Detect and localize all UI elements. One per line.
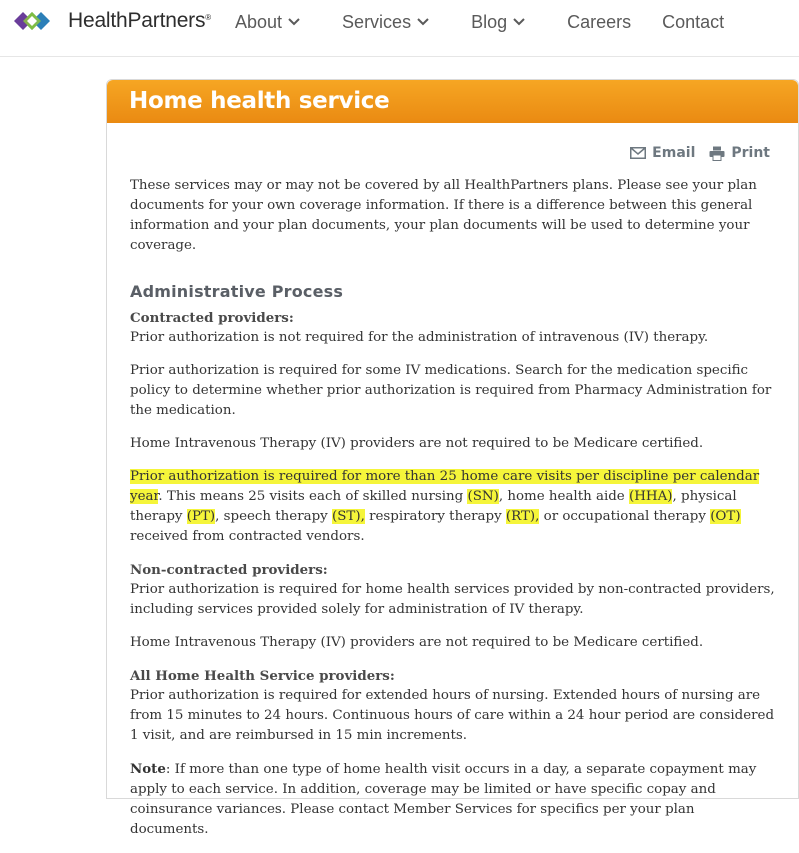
content-card bbox=[106, 79, 799, 837]
contracted-p3: Home Intravenous Therapy (IV) providers are not required to be Medicare certified. bbox=[130, 436, 704, 451]
non-contracted-p1: Prior authorization is required for home health services provided by non-contracted providers, including services provided solely for administration of IV therapy. bbox=[130, 582, 775, 617]
all-providers-p1: Prior authorization is required for extended hours of nursing. Extended hours of nursing are from 15 minutes to 24 hours. Continuous hours of care within a 24 hour period are considered 1 visit, and are reimbursed in 15 min increments. bbox=[130, 688, 775, 743]
chevron-down-icon bbox=[513, 18, 525, 26]
intro-paragraph: These services may or may not be covered by all HealthPartners plans. Please see your plan documents for your own coverage information. If there is a difference between this general information and your plan documents, your plan documents will be used to determine your coverage. bbox=[130, 178, 757, 253]
contracted-providers-block bbox=[130, 308, 776, 547]
site-header bbox=[0, 0, 799, 44]
article-body bbox=[130, 176, 776, 853]
non-contracted-providers-block bbox=[130, 560, 776, 653]
contracted-p2: Prior authorization is required for some IV medications. Search for the medication specific policy to determine whether prior authorization is required from Pharmacy Administration for the medication. bbox=[130, 363, 772, 418]
healthpartners-logo[interactable] bbox=[10, 3, 211, 39]
all-providers-block bbox=[130, 666, 776, 746]
logo-diamonds-icon bbox=[10, 4, 62, 38]
nav-careers[interactable]: Careers bbox=[567, 11, 632, 32]
all-providers-heading: All Home Health Service providers: bbox=[130, 668, 395, 684]
chevron-down-icon bbox=[288, 18, 300, 26]
printer-icon bbox=[709, 146, 725, 161]
non-contracted-p2: Home Intravenous Therapy (IV) providers are not required to be Medicare certified. bbox=[130, 635, 704, 650]
header-divider bbox=[0, 56, 799, 57]
section-title: Administrative Process bbox=[130, 282, 344, 301]
highlighted-abbrev: (PT) bbox=[186, 509, 216, 524]
note-label: Note bbox=[130, 761, 166, 777]
highlighted-abbrev: (ST), bbox=[332, 509, 365, 524]
contracted-p1: Prior authorization is not required for the administration of intravenous (IV) therapy. bbox=[130, 330, 709, 345]
nav-blog[interactable]: Blog bbox=[471, 12, 525, 33]
envelope-icon bbox=[630, 147, 646, 159]
page-title: Home health service bbox=[129, 88, 390, 114]
highlighted-abbrev: (SN) bbox=[467, 489, 499, 504]
nav-services[interactable]: Services bbox=[342, 12, 429, 33]
non-contracted-heading: Non-contracted providers: bbox=[130, 562, 328, 578]
chevron-down-icon bbox=[417, 18, 429, 26]
main-nav bbox=[235, 0, 755, 44]
highlighted-abbrev: (OT) bbox=[710, 509, 741, 524]
highlighted-text: Prior authorization is required for more than 25 home care visits per discipline per calendar year bbox=[130, 469, 760, 504]
email-link[interactable]: Email bbox=[630, 145, 695, 161]
highlighted-abbrev: (HHA) bbox=[629, 489, 673, 504]
highlighted-abbrev: (RT), bbox=[505, 509, 540, 524]
note-paragraph: Note: If more than one type of home health visit occurs in a day, a separate copayment may apply to each service. In addition, coverage may be limited or have specific copay and coinsurance variances. Please contact Member Services for specifics per your plan documents. bbox=[130, 761, 757, 837]
page-tools bbox=[630, 145, 770, 161]
nav-contact[interactable]: Contact bbox=[662, 11, 725, 32]
contracted-p4: Prior authorization is required for more than 25 home care visits per discipline per calendar year. This means 25 visits each of skilled nursing (SN), home health aide (HHA), physical therapy (PT), speech therapy (ST), respiratory therapy (RT), or occupational therapy (OT) received from contracted vendors. bbox=[130, 469, 760, 544]
card-header bbox=[107, 80, 798, 123]
nav-about[interactable]: About bbox=[235, 12, 300, 33]
print-link[interactable]: Print bbox=[709, 145, 770, 161]
logo-text: HealthPartners® bbox=[68, 9, 211, 32]
contracted-heading: Contracted providers: bbox=[130, 310, 294, 326]
